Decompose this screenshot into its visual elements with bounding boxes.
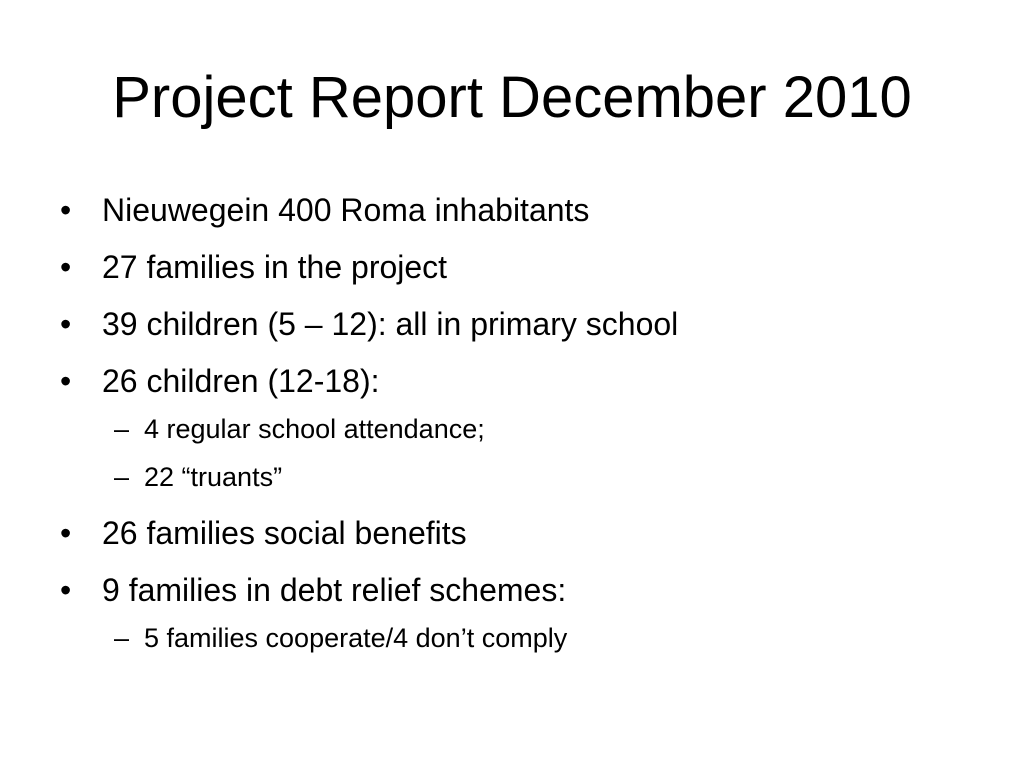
slide-title: Project Report December 2010 (112, 65, 912, 130)
bullet-marker: • (60, 572, 72, 608)
bullet-text: 27 families in the project (102, 249, 448, 285)
sub-bullet-text: 22 “truants” (144, 462, 283, 492)
bullet-list (58, 188, 978, 668)
sub-bullet-item (114, 411, 978, 447)
sub-bullet-item (114, 620, 978, 656)
bullet-text: 9 families in debt relief schemes: (102, 572, 567, 608)
sub-bullet-text: 4 regular school attendance; (144, 414, 485, 444)
bullet-item (58, 302, 978, 346)
bullet-item (58, 568, 978, 612)
sub-bullet-item (114, 459, 978, 495)
sub-bullet-text: 5 families cooperate/4 don’t comply (144, 623, 568, 653)
bullet-item (58, 359, 978, 403)
sub-bullet-marker: – (114, 623, 130, 653)
bullet-marker: • (60, 363, 72, 399)
sub-bullet-marker: – (114, 414, 130, 444)
bullet-marker: • (60, 306, 72, 342)
bullet-text: 39 children (5 – 12): all in primary school (102, 306, 679, 342)
bullet-marker: • (60, 515, 72, 551)
bullet-text: 26 children (12-18): (102, 363, 380, 399)
bullet-text: Nieuwegein 400 Roma inhabitants (102, 192, 590, 228)
bullet-marker: • (60, 249, 72, 285)
bullet-text: 26 families social benefits (102, 515, 467, 551)
bullet-item (58, 188, 978, 232)
bullet-item (58, 245, 978, 289)
bullet-marker: • (60, 192, 72, 228)
bullet-item (58, 511, 978, 555)
sub-bullet-marker: – (114, 462, 130, 492)
